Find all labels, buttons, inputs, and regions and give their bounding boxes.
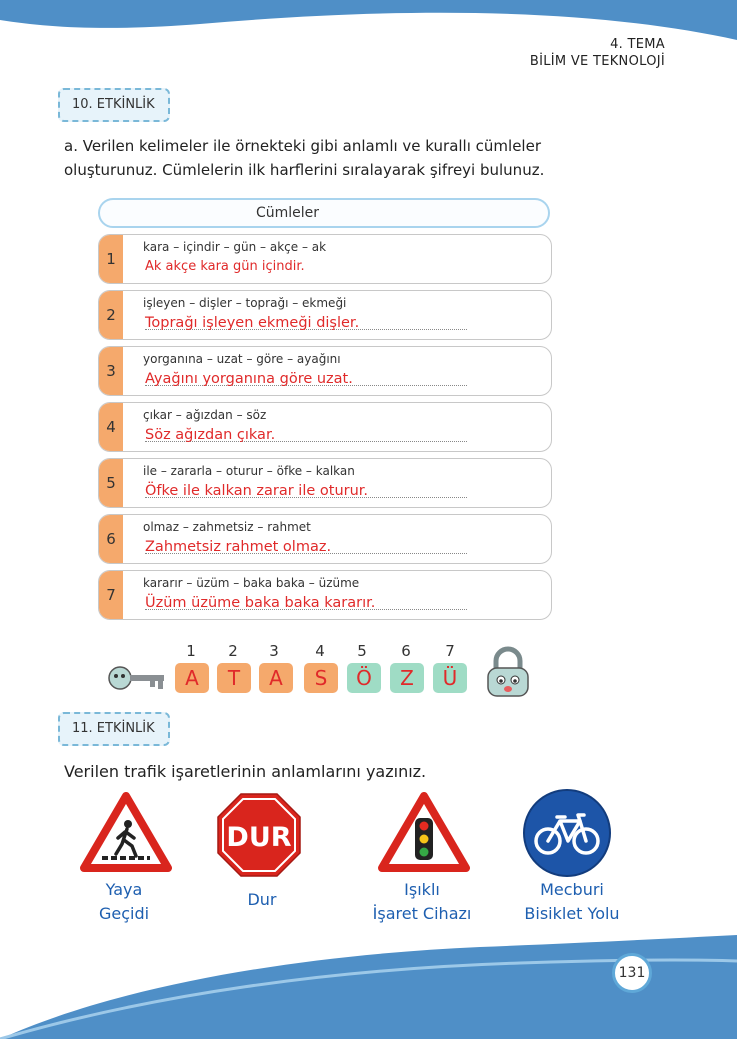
sentence-row <box>98 570 552 620</box>
code-letter-box: A <box>259 663 293 693</box>
key-icon <box>106 660 168 696</box>
sign-caption-line: Geçidi <box>98 904 150 923</box>
row-words: kararır – üzüm – baka baka – üzüme <box>143 576 360 590</box>
sign-caption-line: Bisiklet Yolu <box>524 904 620 923</box>
sign-caption-line: İşaret Cihazı <box>372 904 472 923</box>
row-answer: Öfke ile kalkan zarar ile oturur. <box>145 483 369 499</box>
row-words: yorganına – uzat – göre – ayağını <box>143 352 341 366</box>
sentence-row <box>98 290 552 340</box>
sign-caption-line: Işıklı <box>404 880 440 899</box>
row-words: işleyen – dişler – toprağı – ekmeği <box>143 296 347 310</box>
pedestrian-crossing-icon <box>80 792 172 874</box>
theme-name: BİLİM VE TEKNOLOJİ <box>529 54 665 69</box>
code-number: 7 <box>445 642 455 660</box>
code-letter-box: S <box>304 663 338 693</box>
code-number: 6 <box>401 642 411 660</box>
sign-caption <box>76 878 172 926</box>
row-answer: Söz ağızdan çıkar. <box>145 427 276 443</box>
row-number: 6 <box>99 515 123 563</box>
code-number: 2 <box>228 642 238 660</box>
row-words: ile – zararla – oturur – öfke – kalkan <box>143 464 355 478</box>
activity-11-tag: 11. ETKİNLİK <box>58 712 170 746</box>
row-words: çıkar – ağızdan – söz <box>143 408 267 422</box>
row-answer: Zahmetsiz rahmet olmaz. <box>145 539 332 555</box>
row-words: kara – içindir – gün – akçe – ak <box>143 240 327 254</box>
row-number: 4 <box>99 403 123 451</box>
sentence-row <box>98 514 552 564</box>
code-number: 5 <box>357 642 367 660</box>
row-answer: Ayağını yorganına göre uzat. <box>145 371 353 387</box>
sign-caption <box>510 878 634 926</box>
stop-sign-icon <box>216 792 302 878</box>
activity-11-instruction: Verilen trafik işaretlerinin anlamlarını yazınız. <box>64 762 427 781</box>
row-answer: Ak akçe kara gün içindir. <box>145 259 305 274</box>
row-words: olmaz – zahmetsiz – rahmet <box>143 520 311 534</box>
row-number: 3 <box>99 347 123 395</box>
code-letter-box: Z <box>390 663 424 693</box>
padlock-icon <box>480 644 536 700</box>
sentence-row <box>98 234 552 284</box>
theme-number: 4. TEMA <box>610 37 665 52</box>
row-number: 1 <box>99 235 123 283</box>
row-answer: Üzüm üzüme baka baka kararır. <box>145 595 376 611</box>
sign-caption-line: Dur <box>247 890 277 909</box>
sign-caption <box>214 888 310 912</box>
theme-heading <box>530 36 665 70</box>
row-answer: Toprağı işleyen ekmeği dişler. <box>145 315 360 331</box>
code-number: 4 <box>315 642 325 660</box>
row-number: 7 <box>99 571 123 619</box>
code-letter-box: T <box>217 663 251 693</box>
code-letter-box: Ö <box>347 663 381 693</box>
code-number: 1 <box>186 642 196 660</box>
row-number: 5 <box>99 459 123 507</box>
sign-caption-line: Mecburi <box>540 880 604 899</box>
traffic-light-icon <box>378 792 470 874</box>
bicycle-icon <box>522 788 612 878</box>
sign-caption <box>360 878 484 926</box>
stop-sign-text: DUR <box>226 822 292 853</box>
sign-caption-line: Yaya <box>105 880 143 899</box>
row-number: 2 <box>99 291 123 339</box>
activity-10-tag: 10. ETKİNLİK <box>58 88 170 122</box>
sentence-row <box>98 346 552 396</box>
code-letter-box: Ü <box>433 663 467 693</box>
table-header: Cümleler <box>98 198 550 228</box>
sentence-row <box>98 458 552 508</box>
code-number: 3 <box>269 642 279 660</box>
page-number: 131 <box>612 953 652 993</box>
activity-10-instruction: a. Verilen kelimeler ile örnekteki gibi anlamlı ve kurallı cümleler oluşturunuz. Cümlelerin ilk harflerini sıralayarak şifreyi bulunuz. <box>64 137 545 179</box>
sentence-row <box>98 402 552 452</box>
code-letter-box: A <box>175 663 209 693</box>
